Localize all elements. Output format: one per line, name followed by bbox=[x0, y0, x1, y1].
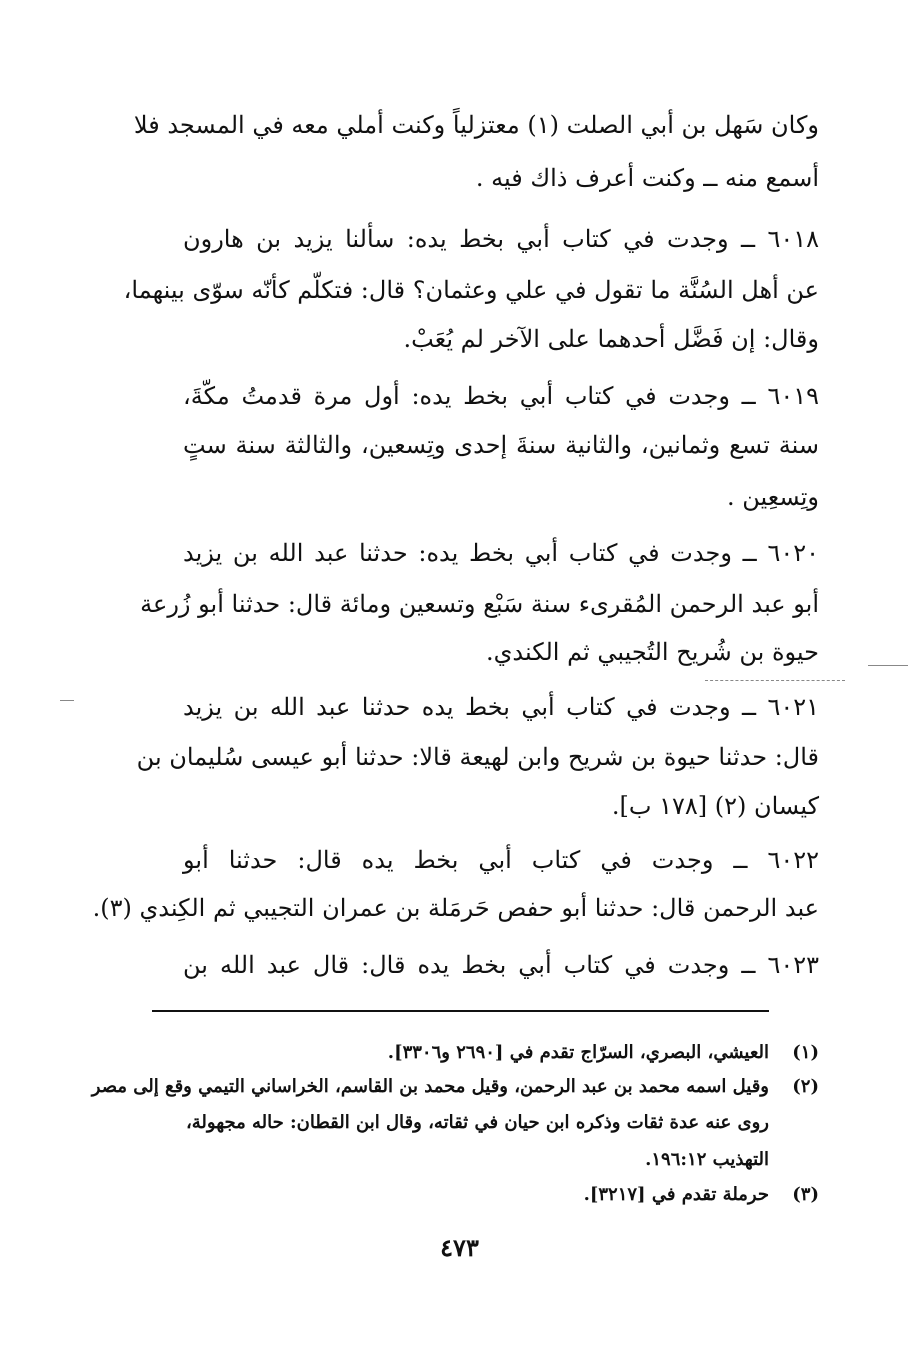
footnote-text: العيشي، البصري، السرّاج تقدم في [٢٦٩٠ و٣٣٠٦]. bbox=[387, 1042, 769, 1063]
entry-6019-line: سنة تسع وثمانين، والثانية سنةَ إحدى وتِسعين، والثالثة سنة ستٍ bbox=[183, 431, 819, 459]
footnote-2 bbox=[91, 1070, 819, 1106]
entry-6022-line: ٦٠٢٢ ــ وجدت في كتاب أبي بخط يده قال: حدثنا أبو bbox=[183, 846, 819, 874]
footnote-text: حرملة تقدم في [٣٢١٧]. bbox=[583, 1184, 769, 1205]
entry-6021-line: ٦٠٢١ ــ وجدت في كتاب أبي بخط يده حدثنا عبد الله بن يزيد bbox=[183, 693, 819, 721]
body-line: أسمع منه ــ وكنت أعرف ذاك فيه . bbox=[475, 164, 819, 192]
footnote-mark: (٢) bbox=[792, 1076, 819, 1097]
page-number: ٤٧٣ bbox=[440, 1233, 479, 1262]
scan-artifact bbox=[60, 700, 74, 701]
entry-6023-line: ٦٠٢٣ ــ وجدت في كتاب أبي بخط يده قال: قال عبد الله بن bbox=[183, 951, 819, 979]
scan-artifact bbox=[705, 680, 845, 681]
footnote-mark: (١) bbox=[792, 1042, 819, 1063]
entry-6021-line: كيسان (٢) [١٧٨ ب]. bbox=[611, 792, 819, 820]
footnote-3 bbox=[119, 1178, 819, 1214]
entry-6021-line: قال: حدثنا حيوة بن شريح وابن لهيعة قالا: حدثنا أبو عيسى سُليمان بن bbox=[136, 743, 819, 771]
entry-6018-line: ٦٠١٨ ــ وجدت في كتاب أبي بخط يده: سألنا يزيد بن هارون bbox=[183, 225, 819, 253]
scan-artifact bbox=[868, 665, 908, 666]
entry-6020-line: أبو عبد الرحمن المُقرىء سنة سَبْع وتسعين ومائة قال: حدثنا أبو زُرعة bbox=[140, 590, 819, 618]
entry-6020-line: حيوة بن شُريح التُجيبي ثم الكندي. bbox=[485, 638, 819, 666]
entry-6022-line: عبد الرحمن قال: حدثنا أبو حفص حَرمَلة بن عمران التجيبي ثم الكِندي (٣). bbox=[92, 894, 819, 922]
footnote-mark: (٣) bbox=[792, 1184, 819, 1205]
entry-6018-line: وقال: إن فَضَّل أحدهما على الآخر لم يُعَبْ. bbox=[403, 325, 819, 353]
entry-6019-line: وتِسعِين . bbox=[726, 483, 819, 511]
footnote-separator bbox=[152, 1010, 769, 1012]
footnote-2-continued: التهذيب ١٩٦:١٢. bbox=[645, 1149, 769, 1170]
footnote-1 bbox=[119, 1036, 819, 1072]
entry-6018-line: عن أهل السُنَّة ما تقول في علي وعثمان؟ قال: فتكلّم كأنّه سوّى بينهما، bbox=[123, 276, 819, 304]
body-line: وكان سَهل بن أبي الصلت (١) معتزلياً وكنت أملي معه في المسجد فلا bbox=[133, 111, 819, 139]
footnote-2-continued: روى عنه عدة ثقات وذكره ابن حيان في ثقاته، وقال ابن القطان: حاله مجهولة، bbox=[185, 1112, 769, 1133]
entry-6020-line: ٦٠٢٠ ــ وجدت في كتاب أبي بخط يده: حدثنا عبد الله بن يزيد bbox=[183, 539, 819, 567]
footnote-text: وقيل اسمه محمد بن عبد الرحمن، وقيل محمد بن القاسم، الخراساني التيمي وقع إلى مصر bbox=[91, 1076, 769, 1097]
entry-6019-line: ٦٠١٩ ــ وجدت في كتاب أبي بخط يده: أول مرة قدمتُ مكّةَ، bbox=[183, 382, 819, 410]
